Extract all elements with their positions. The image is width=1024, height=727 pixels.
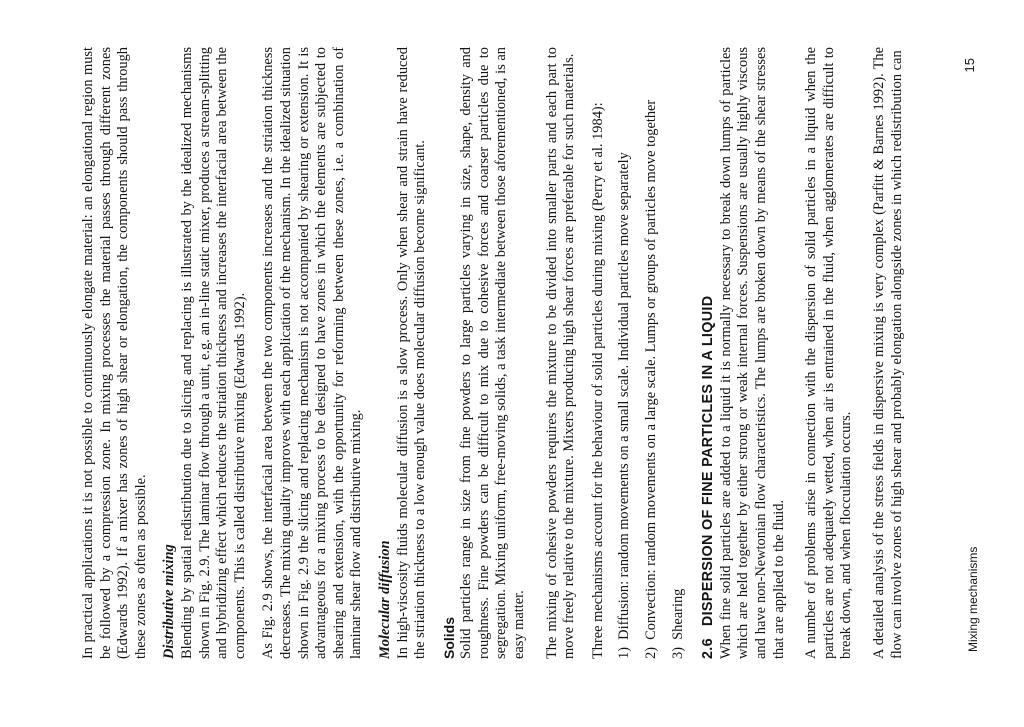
intro-paragraph: In practical applications it is not possible to continuously elongate material: an elongational region must be followed by a compression zone. In mixing processes the material passes through different zones (Edwards 1992). If a mixer has zones of high shear or elongation, the components should pass through these zones as often as possible. <box>80 47 149 659</box>
solids-heading: Solids <box>440 616 457 659</box>
distributive-paragraph-2: As Fig. 2.9 shows, the interfacial area between the two components increases and the striation thickness decreases. The mixing quality improves with each application of the mechanism. In the idealized situation shown in Fig. 2.9 the slicing and replacing mechanism is not accompanied by shearing or extension. It is advantageous for a mixing process to be designed to have zones in which the elements are subjected to shearing and extension, with the opportunity for reforming between these zones, i.e. a combination of laminar shear flow and distributive mixing. <box>260 47 365 659</box>
section-paragraph-1: When fine solid particles are added to a liquid it is normally necessary to break down lumps of particles which are held together by either strong or weak internal forces. Suspensions are usually highly viscous and have non-Newtonian flow characteristics. The lumps are broken down by means of the shear stresses that are applied to the fluid. <box>717 47 787 659</box>
solids-paragraph-1: Solid particles range in size from fine powders to large particles varying in size, shape, density and roughness. Fine powders can be difficult to mix due to cohesive forces and coarser particles due to segregation. Mixing uniform, free-moving solids, a task intermediate between those aforementioned, is an easy matter. <box>458 47 528 659</box>
solids-paragraph-2: The mixing of cohesive powders requires the mixture to be divided into smaller parts and each part to move freely relative to the mixture. Mixers producing high shear forces are preferable for such materials. <box>543 47 578 659</box>
page-body <box>80 47 906 659</box>
section-paragraph-3: A detailed analysis of the stress fields in dispersive mixing is very complex (Parfitt & Barnes 1992). The flow can involve zones of high shear and probably elongation alongside zones in which redistribution can <box>870 47 905 659</box>
section-number: 2.6 <box>700 638 717 659</box>
mechanism-item-convection: 2) Convection: random movements on a large scale. Lumps or groups of particles move together <box>643 99 660 659</box>
mechanism-item-shearing: 3) Shearing <box>669 588 686 659</box>
page-number: 15 <box>962 58 977 73</box>
molecular-diffusion-heading: Molecular diffusion <box>376 540 393 659</box>
mechanism-item-diffusion: 1) Diffusion: random movements on a small scale. Individual particles move separately <box>616 152 633 659</box>
solids-paragraph-3: Three mechanisms account for the behaviour of solid particles during mixing (Perry et al. 1984): <box>589 102 606 659</box>
section-title: DISPERSION OF FINE PARTICLES IN A LIQUID <box>700 295 717 627</box>
running-title: Mixing mechanisms <box>966 546 980 652</box>
molecular-paragraph: In high-viscosity fluids molecular diffusion is a slow process. Only when shear and strain have reduced the striation thickness to a low enough value does molecular diffusion become significant. <box>394 47 429 659</box>
section-heading <box>700 47 718 659</box>
distributive-mixing-heading: Distributive mixing <box>161 544 178 659</box>
section-paragraph-2: A number of problems arise in connection with the dispersion of solid particles in a liquid when the particles are not adequately wetted, when air is entrained in the fluid, when agglomerates are difficult to break down, and when flocculation occurs. <box>803 47 855 659</box>
distributive-paragraph-1: Blending by spatial redistribution due to slicing and replacing is illustrated by the idealized mechanisms shown in Fig. 2.9. The laminar flow through a unit, e.g. an in-line static mixer, produces a stream-splitting and hybridizing effect which reduces the striation thickness and increases the interfacial area between the components. This is called distributive mixing (Edwards 1992). <box>178 47 248 659</box>
